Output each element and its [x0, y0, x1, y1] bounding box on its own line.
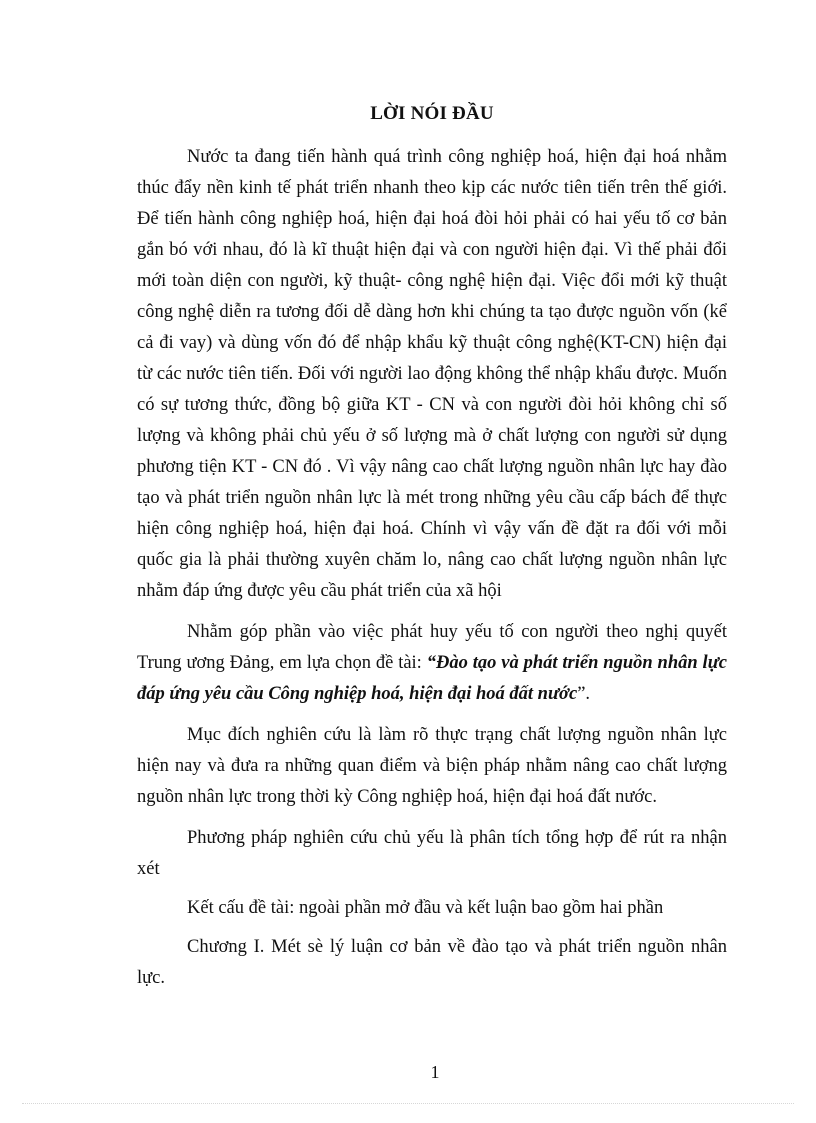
purpose-paragraph: Mục đích nghiên cứu là làm rõ thực trạng chất lượng nguồn nhân lực hiện nay và đưa ra những quan điểm và biện pháp nhằm nâng cao chất lượng nguồn nhân lực trong thời kỳ Công nghiệp hoá, hiện đại hoá đất nước.: [137, 725, 727, 807]
footer-divider: [22, 1103, 794, 1104]
chapter-1-paragraph: Chương I. Mét sè lý luận cơ bản về đào tạo và phát triển nguồn nhân lực.: [137, 937, 727, 988]
page-number: 1: [430, 1062, 440, 1082]
topic-title: “Đào tạo và phát triển nguồn nhân lực đáp ứng yêu cầu Công nghiệp hoá, hiện đại hoá đất nước: [137, 653, 727, 704]
document-title: LỜI NÓI ĐẦU: [370, 103, 494, 124]
intro-paragraph: Nước ta đang tiến hành quá trình công nghiệp hoá, hiện đại hoá nhằm thúc đẩy nền kinh tế phát triển nhanh theo kịp các nước tiên tiến trên thế giới. Để tiến hành công nghiệp hoá, hiện đại hoá đòi hỏi phải có hai yếu tố cơ bản gắn bó với nhau, đó là kĩ thuật hiện đại và con người hiện đại. Vì thế phải đổi mới toàn diện con người, kỹ thuật- công nghệ hiện đại. Việc đổi mới kỹ thuật công nghệ diễn ra tương đối dễ dàng hơn khi chúng ta tạo được nguồn vốn (kể cả đi vay) và dùng vốn đó để nhập khẩu kỹ thuật công nghệ(KT-CN) hiện đại từ các nước tiên tiến. Đối với người lao động không thể nhập khẩu được. Muốn có sự tương thức, đồng bộ giữa KT - CN và con người đòi hỏi không chỉ số lượng và không phải chủ yếu ở số lượng mà ở chất lượng con người sử dụng phương tiện KT - CN đó . Vì vậy nâng cao chất lượng nguồn nhân lực hay đào tạo và phát triển nguồn nhân lực là mét trong những yêu cầu cấp bách để thực hiện công nghiệp hoá, hiện đại hoá. Chính vì vậy vấn đề đặt ra đối với mỗi quốc gia là phải thường xuyên chăm lo, nâng cao chất lượng nguồn nhân lực nhằm đáp ứng được yêu cầu phát triển của xã hội: [137, 147, 727, 601]
topic-closing-quote: ”.: [577, 684, 591, 704]
structure-paragraph: Kết cấu đề tài: ngoài phần mở đầu và kết luận bao gồm hai phần: [187, 898, 664, 918]
document-body: [137, 142, 727, 1002]
topic-intro-text: Nhằm góp phần vào việc phát huy yếu tố con người theo nghị quyết Trung ương Đảng, em lựa chọn đề tài:: [137, 622, 727, 673]
method-paragraph: Phương pháp nghiên cứu chủ yếu là phân tích tổng hợp để rút ra nhận xét: [137, 828, 727, 879]
topic-paragraph: [137, 617, 727, 710]
